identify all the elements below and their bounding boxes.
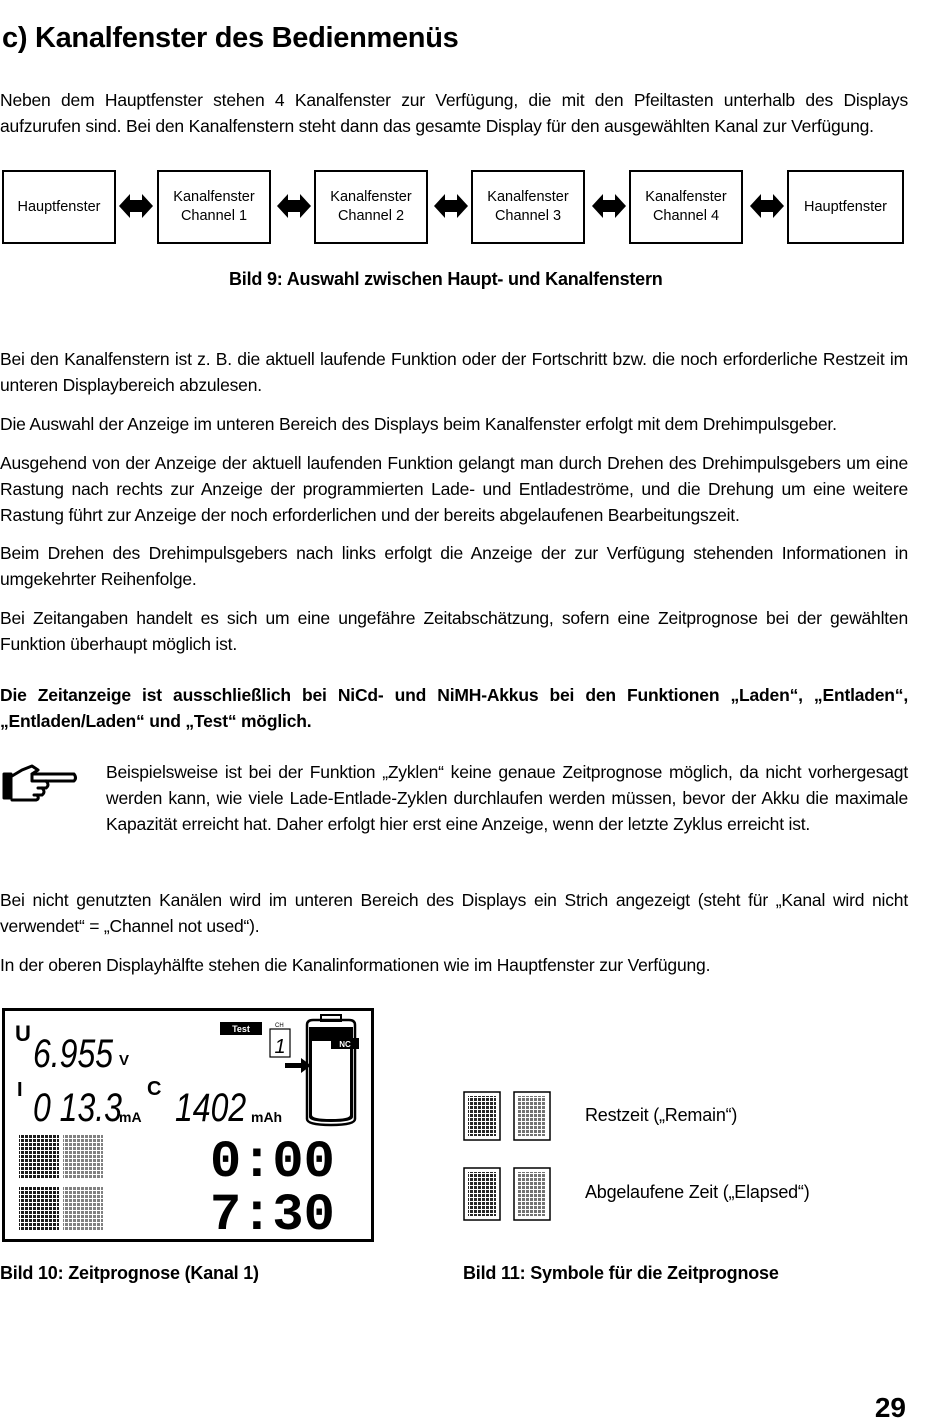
flow-box-channel-2 <box>314 170 428 244</box>
elapsed-e-icon <box>63 1187 103 1231</box>
lcd-elapsed-time: 7:30 <box>210 1186 335 1239</box>
lcd-voltage-value: 6.955 <box>33 1030 114 1076</box>
flow-box-label: Hauptfenster <box>17 198 101 215</box>
lcd-unit-ma: mA <box>119 1109 142 1125</box>
lcd-display <box>2 1008 374 1242</box>
paragraph-rotation-right: Ausgehend von der Anzeige der aktuell laufenden Funktion gelangt man durch Drehen des Drehimpulsgebers um eine Rastung nach rechts zur Anzeige der programmierten Lade- und Entladeströme, und die Drehung um eine weitere Rastung führt zur Anzeige der noch erforderlichen und der bereits abgelaufenen Bearbeitungszeit. <box>0 453 908 525</box>
flow-box-label: Kanalfenster <box>487 189 569 205</box>
lcd-remain-time: 0:00 <box>210 1133 335 1192</box>
paragraph-time-estimate: Bei Zeitangaben handelt es sich um eine ungefähre Zeitabschätzung, sofern eine Zeitprognose bei der gewählten Funktion überhaupt möglich ist. <box>0 608 908 654</box>
flow-box-label: Kanalfenster <box>645 189 727 205</box>
elapsed-symbol-glyph-icon <box>464 1168 550 1220</box>
lcd-nc-badge-label: NC <box>339 1040 351 1049</box>
paragraph-selection: Die Auswahl der Anzeige im unteren Bereich des Displays beim Kanalfenster erfolgt mit dem Drehimpulsgeber. <box>0 414 837 434</box>
flow-box-sublabel: Channel 2 <box>337 208 405 224</box>
paragraph-rotation-left: Beim Drehen des Drehimpulsgebers nach links erfolgt die Anzeige der zur Verfügung stehenden Informationen in umgekehrter Reihenfolge. <box>0 543 908 589</box>
note-cycles: Beispielsweise ist bei der Funktion „Zyklen“ keine genaue Zeitprognose möglich, da nicht vorhergesagt werden kann, wie viele Lade-Entlade-Zyklen durchlaufen werden müssen, bevor der Akku die maximale Kapazität erreicht hat. Daher erfolgt hier erst eine Anzeige, wenn der letzte Zyklus erreicht ist. <box>106 762 908 834</box>
paragraph-unused-channels: Bei nicht genutzten Kanälen wird im unteren Bereich des Displays ein Strich angezeigt (steht für „Kanal wird nicht verwendet“ = „Channel not used“). <box>0 890 908 936</box>
pointing-hand-icon <box>2 762 78 802</box>
paragraph-time-display-note: Die Zeitanzeige ist ausschließlich bei NiCd- und NiMH-Akkus bei den Funktionen „Laden“, „Entladen“, „Entladen/Laden“ und „Test“ möglich. <box>0 685 908 731</box>
lcd-display-graphic <box>5 1011 371 1239</box>
flow-box-label: Hauptfenster <box>803 198 888 215</box>
lcd-label-c: C <box>147 1078 162 1100</box>
elapsed-symbol-label: Abgelaufene Zeit („Elapsed“) <box>585 1182 810 1202</box>
lcd-elapsed-row <box>19 1186 335 1239</box>
flow-box-main-left <box>2 170 116 244</box>
page-number: 29 <box>874 1392 906 1423</box>
figure-9-caption: Bild 9: Auswahl zwischen Haupt- und Kanalfenstern <box>229 269 663 289</box>
remain-r-icon <box>63 1134 103 1178</box>
paragraph-upper-display: In der oberen Displayhälfte stehen die Kanalinformationen wie im Hauptfenster zur Verfügung. <box>0 955 711 975</box>
figure-10-caption: Bild 10: Zeitprognose (Kanal 1) <box>0 1263 259 1283</box>
lcd-unit-v: V <box>119 1052 130 1069</box>
double-arrow-icon <box>750 192 784 220</box>
flow-box-sublabel: Channel 1 <box>180 208 248 224</box>
double-arrow-icon <box>592 192 626 220</box>
paragraph-channel-window: Bei den Kanalfenstern ist z. B. die aktuell laufende Funktion oder der Fortschritt bzw. die noch erforderliche Restzeit im unteren Displaybereich abzulesen. <box>0 349 908 395</box>
double-arrow-icon <box>277 192 311 220</box>
lcd-capacity-value: 1402 <box>175 1084 247 1130</box>
lcd-label-u: U <box>15 1021 31 1046</box>
intro-paragraph: Neben dem Hauptfenster stehen 4 Kanalfenster zur Verfügung, die mit den Pfeiltasten unterhalb des Displays aufzurufen sind. Bei den Kanalfenstern steht dann das gesamte Display für den ausgewählten Kanal zur Verfügung. <box>0 90 908 136</box>
section-heading: c) Kanalfenster des Bedienmenüs <box>2 22 459 54</box>
battery-icon <box>307 1015 355 1125</box>
flow-box-channel-1 <box>157 170 271 244</box>
flow-box-channel-3 <box>471 170 585 244</box>
flow-box-sublabel: Channel 4 <box>652 208 720 224</box>
flow-box-label: Kanalfenster <box>173 189 255 205</box>
double-arrow-icon <box>434 192 468 220</box>
elapsed-symbol-icon <box>19 1187 59 1231</box>
flow-box-sublabel: Channel 3 <box>494 208 562 224</box>
lcd-remain-row <box>19 1133 335 1192</box>
flow-box-main-right <box>787 170 904 244</box>
lcd-test-badge-label: Test <box>232 1024 250 1034</box>
figure-11-caption: Bild 11: Symbole für die Zeitprognose <box>463 1263 779 1283</box>
lcd-arrow-shaft <box>285 1063 303 1068</box>
double-arrow-icon <box>119 192 153 220</box>
lcd-unit-mah: mAh <box>251 1109 283 1125</box>
lcd-channel-label: CH <box>275 1023 284 1029</box>
remain-symbol-glyph-icon <box>464 1092 550 1140</box>
lcd-channel-number: 1 <box>274 1036 286 1058</box>
flow-box-label: Kanalfenster <box>330 189 412 205</box>
remain-symbol-label: Restzeit („Remain“) <box>585 1105 738 1125</box>
symbols-legend-graphic <box>462 1090 552 1224</box>
lcd-label-i: I <box>17 1079 23 1101</box>
remain-symbol-icon <box>19 1134 59 1178</box>
lcd-current-value: 0 13.3 <box>33 1084 122 1130</box>
flow-box-channel-4 <box>629 170 743 244</box>
